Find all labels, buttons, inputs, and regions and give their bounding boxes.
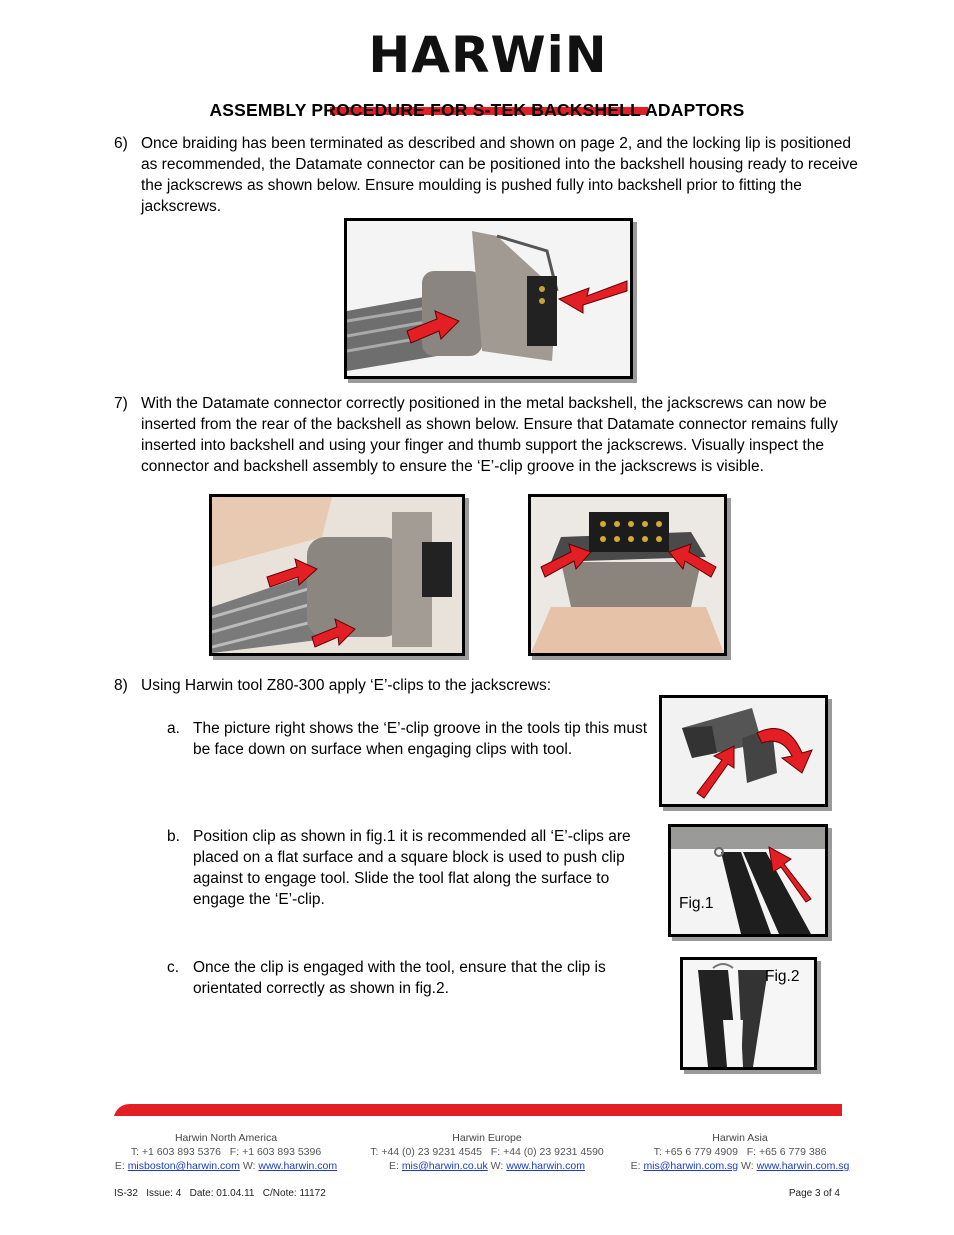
office-contact-line: E: misboston@harwin.com W: www.harwin.com bbox=[114, 1160, 338, 1172]
step-7 bbox=[114, 393, 864, 477]
page-number: Page 3 of 4 bbox=[788, 1188, 840, 1199]
step-number: 6) bbox=[114, 135, 128, 152]
step-text: Using Harwin tool Z80-300 apply ‘E’-clips to the jackscrews: bbox=[141, 677, 552, 694]
substep-a bbox=[167, 718, 647, 760]
office-phone: +44 (0) 23 9231 4545 bbox=[381, 1146, 483, 1158]
office-email-link[interactable]: mis@harwin.com.sg bbox=[643, 1160, 739, 1172]
substep-letter: c. bbox=[167, 959, 180, 976]
office-contact-line: E: mis@harwin.co.uk W: www.harwin.com bbox=[388, 1160, 586, 1172]
office-asia bbox=[624, 1131, 856, 1173]
substep-letter: b. bbox=[167, 828, 180, 845]
office-phone-line: T: +1 603 893 5376 F: +1 603 893 5396 bbox=[130, 1146, 322, 1158]
office-phone-line: T: +44 (0) 23 9231 4545 F: +44 (0) 23 9231 4590 bbox=[370, 1146, 604, 1158]
office-web-link[interactable]: www.harwin.com bbox=[258, 1160, 338, 1172]
page-title: ASSEMBLY PROCEDURE FOR S-TEK BACKSHELL ADAPTORS bbox=[209, 100, 745, 120]
step-8 bbox=[114, 675, 864, 696]
fig2-label: Fig.2 bbox=[765, 968, 800, 985]
footer-red-bar bbox=[114, 1104, 842, 1116]
substep-text: Position clip as shown in fig.1 it is recommended all ‘E’-clips are placed on a flat surface and a square block is used to push clip against to engage tool. Slide the tool flat along the surface to engage the ‘E’-clip. bbox=[193, 828, 631, 908]
office-phone-line: T: +65 6 779 4909 F: +65 6 779 386 bbox=[653, 1146, 827, 1158]
substep-c bbox=[167, 957, 647, 999]
step-number: 8) bbox=[114, 677, 128, 694]
step-text: Once braiding has been terminated as described and shown on page 2, and the locking lip is positioned as recommended, the Datamate connector can be positioned into the backshell housing ready to receive the jackscrews as shown below. Ensure moulding is pushed fully into backshell prior to fitting the jackscrews. bbox=[141, 135, 858, 215]
office-web-link[interactable]: www.harwin.com.sg bbox=[756, 1160, 850, 1172]
substep-text: Once the clip is engaged with the tool, ensure that the clip is orientated correctly as shown in fig.2. bbox=[193, 959, 606, 997]
photo-tool-tip-groove bbox=[659, 695, 828, 807]
office-web-link[interactable]: www.harwin.com bbox=[506, 1160, 586, 1172]
step-6 bbox=[114, 133, 864, 217]
substep-text: The picture right shows the ‘E’-clip groove in the tools tip this must be face down on surface when engaging clips with tool. bbox=[193, 720, 648, 758]
photo-connector-in-backshell bbox=[344, 218, 633, 379]
photo-fig1-clip-position bbox=[668, 824, 828, 937]
office-north-america bbox=[112, 1131, 340, 1173]
step-text: With the Datamate connector correctly positioned in the metal backshell, the jackscrews can now be inserted from the rear of the backshell as shown below. Ensure that Datamate connector remains fully inserted into backshell and using your finger and thumb support the jackscrews. Visually inspect the connector and backshell assembly to ensure the ‘E’-clip groove in the jackscrews is visible. bbox=[141, 395, 838, 475]
photo-jackscrews-front bbox=[528, 494, 727, 656]
harwin-logo bbox=[328, 28, 648, 90]
office-name: Harwin North America bbox=[174, 1132, 278, 1144]
substep-b bbox=[167, 826, 652, 910]
office-fax: +1 603 893 5396 bbox=[242, 1146, 322, 1158]
office-europe bbox=[362, 1131, 612, 1173]
office-email-link[interactable]: misboston@harwin.com bbox=[127, 1160, 240, 1172]
logo-wordmark: HARWiN bbox=[368, 26, 608, 84]
photo-jackscrews-rear bbox=[209, 494, 465, 656]
fig1-label: Fig.1 bbox=[679, 895, 714, 912]
office-phone: +65 6 779 4909 bbox=[664, 1146, 738, 1158]
office-name: Harwin Europe bbox=[452, 1132, 522, 1144]
office-fax: +65 6 779 386 bbox=[758, 1146, 827, 1158]
office-fax: +44 (0) 23 9231 4590 bbox=[503, 1146, 604, 1158]
office-phone: +1 603 893 5376 bbox=[141, 1146, 222, 1158]
office-name: Harwin Asia bbox=[712, 1132, 768, 1144]
step-number: 7) bbox=[114, 395, 128, 412]
document-info: IS-32 Issue: 4 Date: 01.04.11 C/Note: 11172 bbox=[114, 1188, 326, 1199]
office-contact-line: E: mis@harwin.com.sg W: www.harwin.com.sg bbox=[630, 1160, 850, 1172]
substep-letter: a. bbox=[167, 720, 180, 737]
office-email-link[interactable]: mis@harwin.co.uk bbox=[401, 1160, 488, 1172]
